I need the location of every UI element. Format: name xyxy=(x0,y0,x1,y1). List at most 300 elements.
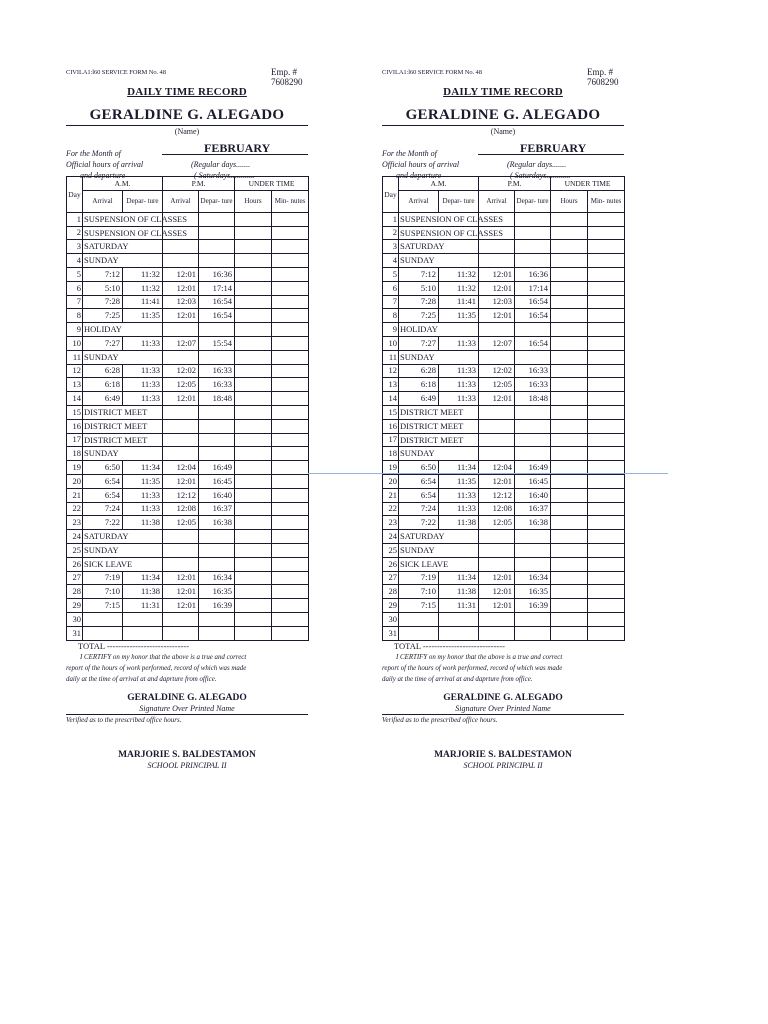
day-note: SUNDAY xyxy=(400,255,435,266)
am-departure-cell: 11:35 xyxy=(439,474,479,488)
pm-arrival-cell xyxy=(479,447,515,461)
month-label: For the Month of xyxy=(382,149,437,158)
undertime-minutes-cell xyxy=(588,557,625,571)
table-row xyxy=(67,612,309,626)
day-cell: 19 xyxy=(67,461,83,475)
am-departure-cell xyxy=(439,626,479,640)
am-departure-cell: 11:33 xyxy=(123,502,163,516)
undertime-minutes-cell xyxy=(588,323,625,337)
day-cell: 29 xyxy=(67,599,83,613)
pm-departure-cell: 16:33 xyxy=(199,364,235,378)
note-cell xyxy=(399,226,503,240)
am-arrival-cell: 7:28 xyxy=(399,295,439,309)
pm-arrival-cell xyxy=(163,254,199,268)
day-cell: 14 xyxy=(67,392,83,406)
table-row xyxy=(67,488,309,502)
am-departure-cell: 11:31 xyxy=(439,599,479,613)
am-departure-cell: 11:32 xyxy=(123,281,163,295)
note-cell xyxy=(83,350,163,364)
day-note: SICK LEAVE xyxy=(400,558,449,569)
day-note: SATURDAY xyxy=(400,241,445,252)
undertime-hours-cell xyxy=(551,488,588,502)
col-pm-arrival: Arrival xyxy=(479,190,515,212)
pm-departure-cell: 18:48 xyxy=(199,392,235,406)
pm-arrival-cell xyxy=(163,626,199,640)
day-cell: 7 xyxy=(383,295,399,309)
note-cell xyxy=(83,254,163,268)
pm-arrival-cell: 12:05 xyxy=(163,516,199,530)
table-row xyxy=(67,240,309,254)
certification-text xyxy=(382,652,626,685)
undertime-hours-cell xyxy=(235,516,272,530)
am-departure-cell: 11:41 xyxy=(123,295,163,309)
undertime-hours-cell xyxy=(551,543,588,557)
note-cell xyxy=(83,530,163,544)
pm-arrival-cell xyxy=(479,240,515,254)
undertime-hours-cell xyxy=(551,626,588,640)
undertime-minutes-cell xyxy=(588,350,625,364)
am-arrival-cell: 7:12 xyxy=(83,267,123,281)
pm-arrival-cell: 12:01 xyxy=(163,267,199,281)
month-block xyxy=(382,141,624,180)
table-row xyxy=(383,626,625,640)
table-row xyxy=(67,364,309,378)
am-departure-cell: 11:33 xyxy=(439,488,479,502)
employee-number: Emp. # 7608290 xyxy=(587,67,619,87)
day-cell: 9 xyxy=(383,323,399,337)
day-cell: 21 xyxy=(383,488,399,502)
note-cell xyxy=(399,447,479,461)
am-departure-cell: 11:38 xyxy=(439,516,479,530)
undertime-hours-cell xyxy=(551,254,588,268)
col-pm-departure: Depar- ture xyxy=(515,190,551,212)
pm-departure-cell xyxy=(199,212,235,226)
table-row xyxy=(383,419,625,433)
am-arrival-cell: 6:28 xyxy=(83,364,123,378)
undertime-minutes-cell xyxy=(588,309,625,323)
note-cell xyxy=(83,543,163,557)
dtr-form-right xyxy=(382,66,624,770)
pm-departure-cell xyxy=(199,543,235,557)
undertime-minutes-cell xyxy=(272,585,309,599)
table-row xyxy=(67,530,309,544)
table-row xyxy=(383,405,625,419)
note-cell xyxy=(399,240,479,254)
pm-arrival-cell: 12:08 xyxy=(163,502,199,516)
undertime-minutes-cell xyxy=(272,405,309,419)
table-row xyxy=(67,474,309,488)
undertime-minutes-cell xyxy=(588,378,625,392)
pm-departure-cell: 16:40 xyxy=(199,488,235,502)
form-header xyxy=(382,66,624,87)
employee-name: GERALDINE G. ALEGADO xyxy=(89,107,285,123)
table-row xyxy=(67,267,309,281)
col-hours: Hours xyxy=(235,190,272,212)
pm-arrival-cell xyxy=(479,530,515,544)
undertime-minutes-cell xyxy=(272,240,309,254)
signatory-name: GERALDINE G. ALEGADO xyxy=(443,692,563,703)
pm-arrival-cell xyxy=(479,419,515,433)
day-note: SATURDAY xyxy=(400,531,445,542)
table-row xyxy=(383,599,625,613)
day-note: SUSPENSION OF CLASSES xyxy=(400,213,503,224)
am-arrival-cell: 6:54 xyxy=(83,474,123,488)
pm-arrival-cell: 12:01 xyxy=(479,474,515,488)
am-arrival-cell: 7:24 xyxy=(399,502,439,516)
table-row xyxy=(67,350,309,364)
pm-departure-cell xyxy=(515,323,551,337)
pm-arrival-cell: 12:05 xyxy=(163,378,199,392)
table-row xyxy=(383,502,625,516)
day-note: DISTRICT MEET xyxy=(400,420,464,431)
pm-departure-cell xyxy=(515,530,551,544)
undertime-minutes-cell xyxy=(272,350,309,364)
undertime-minutes-cell xyxy=(272,502,309,516)
pm-arrival-cell: 12:12 xyxy=(479,488,515,502)
day-cell: 30 xyxy=(67,612,83,626)
undertime-minutes-cell xyxy=(272,309,309,323)
pm-departure-cell xyxy=(515,254,551,268)
pm-arrival-cell: 12:05 xyxy=(479,378,515,392)
table-row xyxy=(383,364,625,378)
undertime-hours-cell xyxy=(235,461,272,475)
col-am-departure: Depar- ture xyxy=(123,190,163,212)
pm-arrival-cell: 12:04 xyxy=(479,461,515,475)
pm-arrival-cell: 12:03 xyxy=(163,295,199,309)
pm-departure-cell xyxy=(199,240,235,254)
day-note: SUNDAY xyxy=(84,255,119,266)
regular-days-label: (Regular days....... xyxy=(507,160,567,169)
table-row xyxy=(383,530,625,544)
pm-departure-cell: 16:33 xyxy=(515,378,551,392)
am-arrival-cell: 7:10 xyxy=(83,585,123,599)
note-cell xyxy=(399,433,479,447)
day-cell: 22 xyxy=(67,502,83,516)
table-row xyxy=(383,254,625,268)
pm-departure-cell xyxy=(199,626,235,640)
note-cell xyxy=(399,350,479,364)
note-cell xyxy=(83,405,163,419)
day-note: SATURDAY xyxy=(84,241,129,252)
am-arrival-cell: 5:10 xyxy=(83,281,123,295)
am-arrival-cell: 6:54 xyxy=(399,474,439,488)
undertime-minutes-cell xyxy=(588,212,625,226)
note-cell xyxy=(399,212,503,226)
undertime-minutes-cell xyxy=(272,599,309,613)
am-departure-cell: 11:33 xyxy=(123,336,163,350)
pm-arrival-cell: 12:01 xyxy=(479,599,515,613)
day-note: SUNDAY xyxy=(400,351,435,362)
pm-departure-cell: 16:35 xyxy=(515,585,551,599)
table-row xyxy=(383,543,625,557)
table-row xyxy=(67,571,309,585)
table-row xyxy=(383,516,625,530)
day-cell: 31 xyxy=(383,626,399,640)
saturdays-label: ( Saturdays............ xyxy=(194,171,255,180)
undertime-hours-cell xyxy=(235,392,272,406)
am-departure-cell: 11:34 xyxy=(439,461,479,475)
table-row xyxy=(67,599,309,613)
pm-departure-cell: 16:45 xyxy=(515,474,551,488)
pm-departure-cell xyxy=(199,350,235,364)
undertime-hours-cell xyxy=(235,433,272,447)
am-arrival-cell: 6:50 xyxy=(83,461,123,475)
undertime-minutes-cell xyxy=(588,502,625,516)
table-row xyxy=(383,612,625,626)
table-row xyxy=(67,447,309,461)
day-cell: 15 xyxy=(67,405,83,419)
am-arrival-cell: 6:18 xyxy=(399,378,439,392)
employee-number: Emp. # 7608290 xyxy=(271,67,303,87)
pm-arrival-cell: 12:01 xyxy=(479,392,515,406)
day-cell: 12 xyxy=(383,364,399,378)
form-title: DAILY TIME RECORD xyxy=(127,86,247,98)
undertime-hours-cell xyxy=(235,281,272,295)
am-departure-cell xyxy=(123,612,163,626)
undertime-minutes-cell xyxy=(588,626,625,640)
table-row xyxy=(383,350,625,364)
day-note: SICK LEAVE xyxy=(84,558,133,569)
signature-caption: Signature Over Printed Name xyxy=(382,704,624,715)
pm-arrival-cell: 12:01 xyxy=(163,571,199,585)
pm-departure-cell: 16:54 xyxy=(515,309,551,323)
am-departure-cell: 11:34 xyxy=(123,571,163,585)
pm-departure-cell: 15:54 xyxy=(199,336,235,350)
table-row xyxy=(67,516,309,530)
am-departure-cell: 11:38 xyxy=(123,585,163,599)
note-cell xyxy=(399,254,479,268)
pm-arrival-cell xyxy=(163,419,199,433)
undertime-minutes-cell xyxy=(272,254,309,268)
name-underline xyxy=(382,125,624,126)
day-cell: 6 xyxy=(383,281,399,295)
regular-days-label: (Regular days....... xyxy=(191,160,251,169)
am-arrival-cell: 7:25 xyxy=(83,309,123,323)
col-am-arrival: Arrival xyxy=(399,190,439,212)
day-cell: 8 xyxy=(67,309,83,323)
undertime-minutes-cell xyxy=(588,530,625,544)
undertime-hours-cell xyxy=(235,378,272,392)
undertime-hours-cell xyxy=(551,392,588,406)
day-note: SUNDAY xyxy=(400,448,435,459)
undertime-minutes-cell xyxy=(588,433,625,447)
table-row xyxy=(67,309,309,323)
pm-departure-cell xyxy=(515,212,551,226)
day-cell: 1 xyxy=(67,212,83,226)
am-departure-cell: 11:32 xyxy=(439,267,479,281)
note-cell xyxy=(83,433,163,447)
pm-arrival-cell xyxy=(479,323,515,337)
am-departure-cell: 11:33 xyxy=(439,336,479,350)
pm-arrival-cell: 12:01 xyxy=(479,281,515,295)
table-row xyxy=(67,392,309,406)
undertime-minutes-cell xyxy=(272,516,309,530)
am-arrival-cell: 7:27 xyxy=(399,336,439,350)
am-arrival-cell xyxy=(83,626,123,640)
table-row xyxy=(383,433,625,447)
day-cell: 20 xyxy=(383,474,399,488)
table-row xyxy=(383,488,625,502)
pm-arrival-cell: 12:01 xyxy=(163,281,199,295)
pm-departure-cell: 16:37 xyxy=(199,502,235,516)
note-cell xyxy=(399,405,479,419)
note-cell xyxy=(83,447,163,461)
day-cell: 1 xyxy=(383,212,399,226)
day-cell: 21 xyxy=(67,488,83,502)
note-cell xyxy=(399,543,479,557)
day-note: SUNDAY xyxy=(84,351,119,362)
undertime-minutes-cell xyxy=(588,516,625,530)
undertime-minutes-cell xyxy=(272,612,309,626)
day-note: HOLIDAY xyxy=(84,324,122,335)
day-cell: 2 xyxy=(67,226,83,240)
undertime-minutes-cell xyxy=(588,599,625,613)
pm-departure-cell xyxy=(515,557,551,571)
undertime-hours-cell xyxy=(551,612,588,626)
pm-departure-cell: 16:34 xyxy=(515,571,551,585)
undertime-minutes-cell xyxy=(272,433,309,447)
day-cell: 8 xyxy=(383,309,399,323)
am-arrival-cell: 7:10 xyxy=(399,585,439,599)
table-row xyxy=(67,557,309,571)
undertime-minutes-cell xyxy=(272,543,309,557)
day-cell: 25 xyxy=(383,543,399,557)
am-arrival-cell: 7:25 xyxy=(399,309,439,323)
col-pm: P.M. xyxy=(479,177,551,191)
pm-departure-cell: 16:49 xyxy=(515,461,551,475)
undertime-hours-cell xyxy=(235,350,272,364)
table-row xyxy=(67,212,309,226)
undertime-hours-cell xyxy=(235,502,272,516)
pm-arrival-cell: 12:01 xyxy=(479,585,515,599)
pm-arrival-cell xyxy=(163,543,199,557)
pm-departure-cell: 17:14 xyxy=(515,281,551,295)
time-record-table xyxy=(382,176,625,641)
am-arrival-cell: 6:54 xyxy=(399,488,439,502)
day-cell: 11 xyxy=(383,350,399,364)
day-cell: 20 xyxy=(67,474,83,488)
undertime-minutes-cell xyxy=(272,336,309,350)
undertime-minutes-cell xyxy=(272,488,309,502)
undertime-minutes-cell xyxy=(272,419,309,433)
month-value: FEBRUARY xyxy=(478,142,624,155)
time-record-table xyxy=(66,176,309,641)
undertime-minutes-cell xyxy=(588,543,625,557)
am-arrival-cell: 7:12 xyxy=(399,267,439,281)
undertime-minutes-cell xyxy=(588,281,625,295)
table-row xyxy=(383,240,625,254)
day-cell: 15 xyxy=(383,405,399,419)
undertime-hours-cell xyxy=(551,502,588,516)
undertime-minutes-cell xyxy=(272,295,309,309)
day-cell: 4 xyxy=(67,254,83,268)
table-row xyxy=(383,309,625,323)
am-departure-cell: 11:32 xyxy=(439,281,479,295)
note-cell xyxy=(83,226,187,240)
pm-departure-cell xyxy=(515,240,551,254)
undertime-hours-cell xyxy=(235,599,272,613)
pm-departure-cell: 16:39 xyxy=(199,599,235,613)
day-cell: 28 xyxy=(67,585,83,599)
day-note: SATURDAY xyxy=(84,531,129,542)
am-departure-cell: 11:31 xyxy=(123,599,163,613)
pm-departure-cell: 16:36 xyxy=(515,267,551,281)
table-row xyxy=(67,378,309,392)
undertime-hours-cell xyxy=(235,323,272,337)
pm-arrival-cell xyxy=(163,530,199,544)
am-arrival-cell xyxy=(83,612,123,626)
employee-name: GERALDINE G. ALEGADO xyxy=(405,107,601,123)
table-row xyxy=(67,543,309,557)
dtr-form-left xyxy=(66,66,308,770)
pm-departure-cell xyxy=(515,447,551,461)
col-hours: Hours xyxy=(551,190,588,212)
day-cell: 17 xyxy=(383,433,399,447)
am-departure-cell: 11:34 xyxy=(123,461,163,475)
table-row xyxy=(383,378,625,392)
table-row xyxy=(383,571,625,585)
am-departure-cell: 11:33 xyxy=(439,502,479,516)
pm-departure-cell xyxy=(199,323,235,337)
undertime-minutes-cell xyxy=(588,447,625,461)
pm-departure-cell: 16:54 xyxy=(515,336,551,350)
col-am: A.M. xyxy=(83,177,163,191)
undertime-hours-cell xyxy=(551,405,588,419)
undertime-hours-cell xyxy=(551,378,588,392)
undertime-minutes-cell xyxy=(272,571,309,585)
pm-departure-cell xyxy=(199,447,235,461)
pm-arrival-cell: 12:01 xyxy=(479,571,515,585)
pm-departure-cell: 16:54 xyxy=(199,309,235,323)
note-cell xyxy=(83,419,163,433)
pm-arrival-cell xyxy=(163,323,199,337)
am-arrival-cell: 6:50 xyxy=(399,461,439,475)
am-departure-cell: 11:33 xyxy=(123,378,163,392)
am-departure-cell: 11:33 xyxy=(123,488,163,502)
pm-departure-cell xyxy=(199,557,235,571)
am-arrival-cell: 7:24 xyxy=(83,502,123,516)
table-row xyxy=(383,557,625,571)
pm-arrival-cell xyxy=(163,240,199,254)
undertime-hours-cell xyxy=(235,226,272,240)
undertime-hours-cell xyxy=(235,309,272,323)
month-block xyxy=(66,141,308,180)
undertime-hours-cell xyxy=(551,433,588,447)
undertime-minutes-cell xyxy=(272,323,309,337)
certify-line-3: daily at the time of arrival at and daprture from office. xyxy=(66,675,217,683)
day-cell: 23 xyxy=(383,516,399,530)
note-cell xyxy=(83,240,163,254)
undertime-hours-cell xyxy=(235,530,272,544)
day-cell: 26 xyxy=(67,557,83,571)
pm-departure-cell: 16:38 xyxy=(199,516,235,530)
undertime-hours-cell xyxy=(551,474,588,488)
table-row xyxy=(383,226,625,240)
day-cell: 28 xyxy=(383,585,399,599)
day-cell: 13 xyxy=(67,378,83,392)
am-arrival-cell: 6:49 xyxy=(399,392,439,406)
note-cell xyxy=(399,557,479,571)
undertime-hours-cell xyxy=(551,419,588,433)
day-cell: 9 xyxy=(67,323,83,337)
note-cell xyxy=(83,323,163,337)
pm-departure-cell: 16:39 xyxy=(515,599,551,613)
am-arrival-cell: 7:15 xyxy=(83,599,123,613)
pm-arrival-cell xyxy=(479,433,515,447)
pm-arrival-cell xyxy=(479,626,515,640)
undertime-minutes-cell xyxy=(588,612,625,626)
undertime-hours-cell xyxy=(235,405,272,419)
